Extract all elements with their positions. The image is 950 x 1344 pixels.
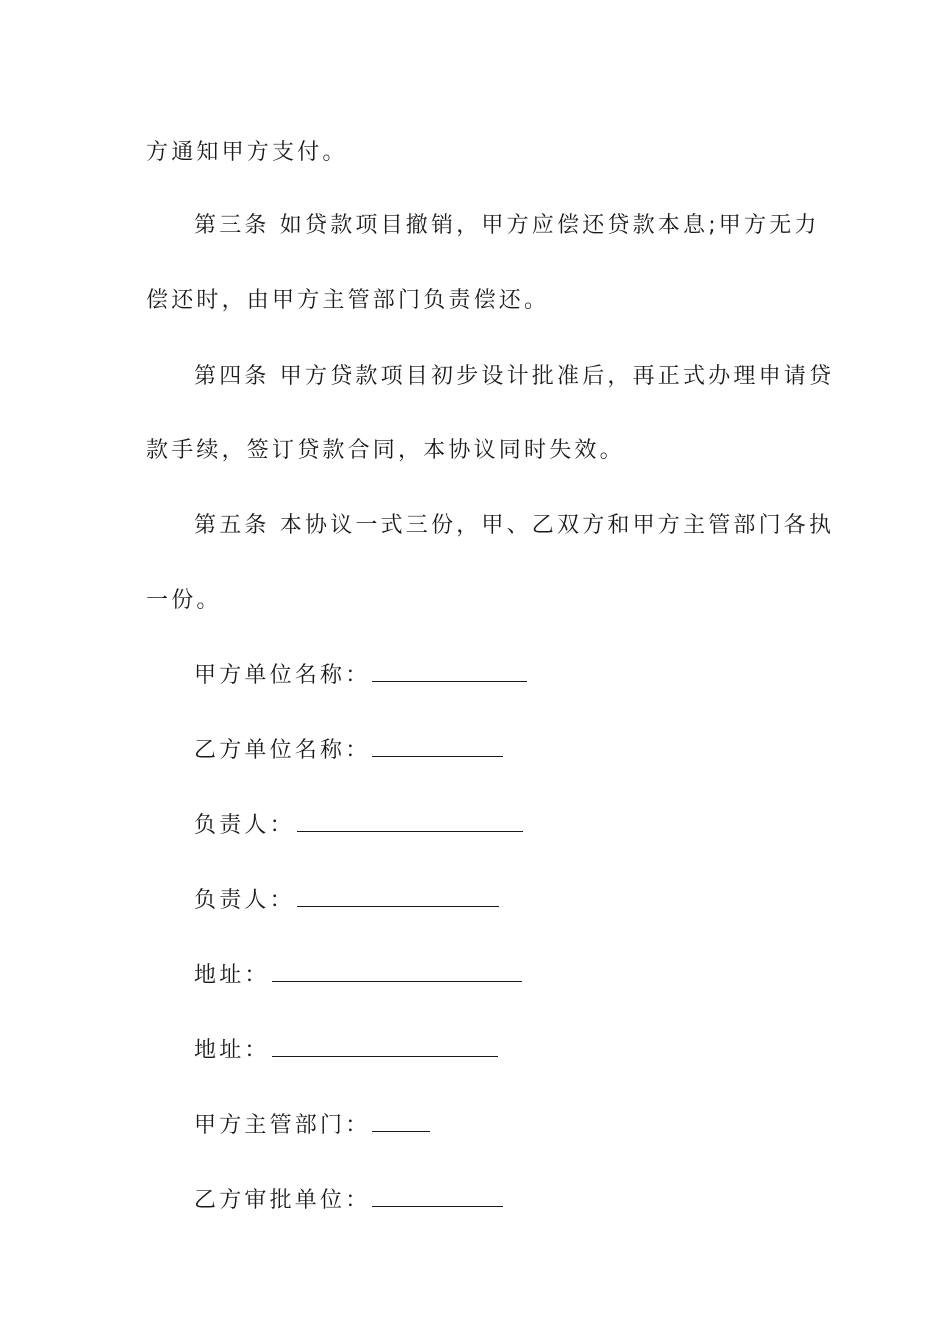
signature-blank[interactable] [297,811,523,832]
signature-blank[interactable] [297,886,499,907]
field-label: 甲方主管部门： [194,1113,371,1138]
paragraph-line: 第五条 本协议一式三份，甲、乙双方和甲方主管部门各执 [194,513,835,538]
field-label: 地址： [194,963,270,988]
field-row-responsible-person-a [194,811,523,841]
field-label: 负责人： [194,813,295,838]
field-row-party-a-name [194,661,527,691]
field-row-party-b-approval-unit [194,1186,503,1216]
signature-blank[interactable] [272,1036,498,1057]
paragraph-line: 第三条 如贷款项目撤销，甲方应偿还贷款本息;甲方无力 [194,213,820,238]
field-row-address-b [194,1036,498,1066]
signature-blank[interactable] [372,736,503,757]
signature-blank[interactable] [272,961,522,982]
signature-blank[interactable] [372,661,527,682]
paragraph-line: 一份。 [146,588,222,613]
field-label: 甲方单位名称： [194,663,371,688]
field-row-party-b-name [194,736,503,766]
field-label: 乙方单位名称： [194,738,371,763]
paragraph-line: 款手续，签订贷款合同，本协议同时失效。 [146,438,625,463]
signature-blank[interactable] [372,1111,430,1132]
field-label: 负责人： [194,888,295,913]
field-row-address-a [194,961,522,991]
field-label: 乙方审批单位： [194,1188,371,1213]
paragraph-line: 偿还时，由甲方主管部门负责偿还。 [146,288,550,313]
field-row-responsible-person-b [194,886,499,916]
field-label: 地址： [194,1038,270,1063]
paragraph-line: 第四条 甲方贷款项目初步设计批准后，再正式办理申请贷 [194,364,835,389]
paragraph-line: 方通知甲方支付。 [146,140,348,165]
field-row-party-a-department [194,1111,430,1141]
signature-blank[interactable] [372,1186,503,1207]
